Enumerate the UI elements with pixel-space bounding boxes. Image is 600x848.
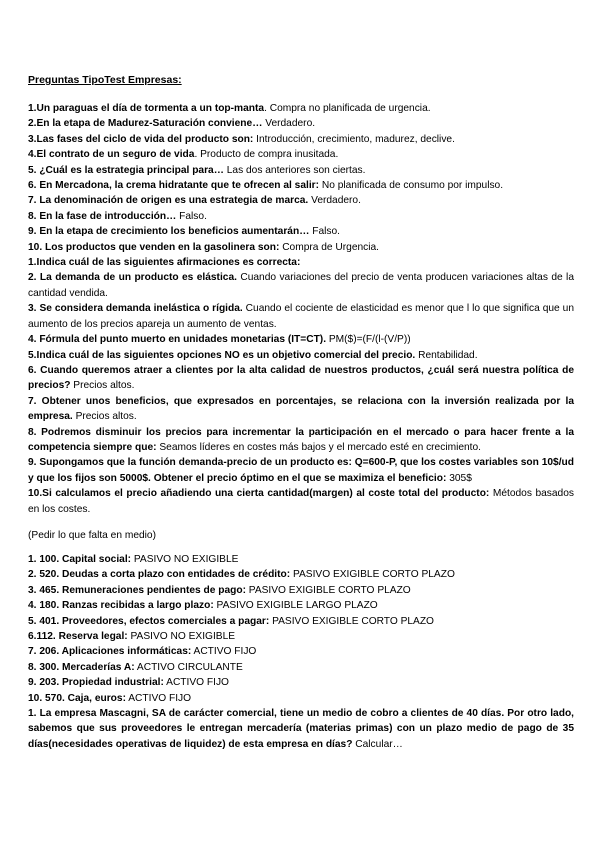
question-text: 8. En la fase de introducción… [28, 210, 177, 222]
answer-text: . Producto de compra inusitada. [194, 149, 339, 161]
question-text: 4. 180. Ranzas recibidas a largo plazo: [28, 600, 214, 612]
question-item [28, 240, 574, 255]
question-text: 2.En la etapa de Madurez-Saturación conviene… [28, 118, 263, 130]
answer-text: PASIVO EXIGIBLE CORTO PLAZO [245, 584, 411, 596]
question-text: 10. Los productos que venden en la gasolinera son: [28, 241, 280, 253]
question-text: 3. Se considera demanda inelástica o rígida. [28, 303, 243, 315]
question-text: 8. 300. Mercaderías A: [28, 661, 135, 673]
question-text: 2. 520. Deudas a corta plazo con entidades de crédito: [28, 569, 291, 581]
answer-text: Cuando variaciones del precio de venta producen variaciones altas de la cantidad vendida. [28, 272, 574, 299]
question-item [28, 270, 574, 301]
answer-text: PASIVO NO EXIGIBLE [131, 554, 239, 565]
question-item [28, 486, 574, 517]
question-item [28, 101, 574, 116]
section-note: (Pedir lo que falta en medio) [28, 530, 156, 541]
question-item [28, 706, 574, 752]
question-item [28, 348, 574, 363]
answer-text: ACTIVO FIJO [125, 692, 192, 704]
question-item [28, 178, 574, 193]
answer-text: Seamos líderes en costes más bajos y el mercado esté en crecimiento. [156, 441, 481, 453]
question-item [28, 132, 574, 147]
question-text: 5. ¿Cuál es la estrategia principal para… [28, 164, 224, 176]
question-item [28, 567, 574, 582]
answer-text: PASIVO EXIGIBLE CORTO PLAZO [269, 615, 434, 627]
question-item [28, 552, 574, 567]
answer-text: PASIVO EXIGIBLE LARGO PLAZO [213, 600, 378, 612]
answer-text: Verdadero. [262, 118, 316, 130]
question-item [28, 583, 574, 598]
question-item [28, 614, 574, 629]
question-text: 6. Cuando queremos atraer a clientes por la alta calidad de nuestros productos, ¿cuál será nuestra política de precios? [28, 364, 574, 392]
question-text: 3. 465. Remuneraciones pendientes de pago: [28, 584, 246, 596]
question-item [28, 193, 574, 208]
answer-text: ACTIVO FIJO [163, 677, 229, 689]
answer-text: Precios altos. [72, 411, 137, 423]
answer-text: Introducción, crecimiento, madurez, declive. [253, 133, 455, 145]
answer-text: Falso. [176, 210, 207, 222]
answer-text: Precios altos. [70, 380, 135, 392]
answer-text: No planificada de consumo por impulso. [319, 180, 504, 192]
questions-section-marketing [28, 101, 574, 517]
document-title: Preguntas TipoTest Empresas: [28, 74, 182, 86]
question-text: 9. Supongamos que la función demanda-precio de un producto es: Q=600-P, que los costes variables son 10$/ud y que los fijos son 5000$. Obtener el precio óptimo en el que se maximiza el beneficio: [28, 457, 574, 484]
question-text: 7. 206. Aplicaciones informáticas: [28, 646, 192, 658]
question-text: 3.Las fases del ciclo de vida del producto son: [28, 133, 254, 145]
question-item [28, 147, 574, 162]
answer-text: 305$ [446, 472, 472, 484]
question-text: 2. La demanda de un producto es elástica. [28, 272, 237, 284]
answer-text: PM($)=(F/(l-(V/P)) [326, 334, 411, 346]
question-text: 1. La empresa Mascagni, SA de carácter comercial, tiene un medio de cobro a clientes de 40 días. Por otro lado, sabemos que sus proveedores le entregan mercadería (materias primas) con un plazo medio de pago de 35 días(necesidades operativas de liquidez) de esta empresa en días? [28, 708, 574, 750]
questions-section-accounting [28, 552, 574, 752]
question-item [28, 332, 574, 347]
question-text: 1. 100. Capital social: [28, 554, 132, 565]
question-item [28, 301, 574, 332]
question-item [28, 363, 574, 394]
answer-text: PASIVO NO EXIGIBLE [127, 631, 236, 643]
question-item [28, 425, 574, 456]
answer-text: Las dos anteriores son ciertas. [223, 164, 366, 176]
question-item [28, 394, 574, 425]
answer-text: . Compra no planificada de urgencia. [264, 103, 431, 114]
question-item [28, 455, 574, 486]
question-item [28, 255, 574, 270]
question-item [28, 209, 574, 224]
question-item [28, 644, 574, 659]
answer-text: Calcular… [352, 738, 403, 750]
question-text: 5. 401. Proveedores, efectos comerciales a pagar: [28, 615, 270, 627]
question-text: 4. Fórmula del punto muerto en unidades monetarias (IT=CT). [28, 334, 327, 346]
answer-text: Métodos basados en los costes. [28, 488, 574, 515]
answer-text: Verdadero. [308, 195, 361, 207]
question-text: 6. En Mercadona, la crema hidratante que te ofrecen al salir: [28, 180, 320, 192]
answer-text: PASIVO EXIGIBLE CORTO PLAZO [290, 569, 455, 581]
question-item [28, 691, 574, 706]
question-text: 8. Podremos disminuir los precios para incrementar la participación en el mercado o para hacer frente a la competencia siempre que: [28, 426, 574, 453]
question-text: 10. 570. Caja, euros: [28, 692, 126, 704]
question-text: 9. 203. Propiedad industrial: [28, 677, 164, 689]
question-text: 1.Indica cuál de las siguientes afirmaciones es correcta: [28, 257, 301, 269]
question-item [28, 224, 574, 239]
question-text: 10.Si calculamos el precio añadiendo una cierta cantidad(margen) al coste total del producto: [28, 488, 490, 500]
question-item [28, 598, 574, 613]
answer-text: Rentabilidad. [415, 349, 478, 361]
answer-text: ACTIVO FIJO [191, 646, 257, 658]
question-text: 1.Un paraguas el día de tormenta a un top-manta [28, 103, 265, 114]
question-text: 4.El contrato de un seguro de vida [28, 149, 195, 161]
question-item [28, 116, 574, 131]
answer-text: ACTIVO CIRCULANTE [134, 661, 243, 673]
question-text: 7. La denominación de origen es una estrategia de marca. [28, 195, 309, 207]
question-text: 5.Indica cuál de las siguientes opciones NO es un objetivo comercial del precio. [28, 349, 416, 361]
question-item [28, 675, 574, 690]
question-item [28, 629, 574, 644]
answer-text: Compra de Urgencia. [279, 241, 380, 253]
question-item [28, 660, 574, 675]
answer-text: Cuando el cociente de elasticidad es menor que l lo que significa que un aumento de los precios apareja un aumento de ventas. [28, 303, 574, 330]
answer-text: Falso. [309, 226, 340, 238]
question-item [28, 163, 574, 178]
question-text: 7. Obtener unos beneficios, que expresados en porcentajes, se relaciona con la inversión realizada por la empresa. [28, 395, 574, 423]
question-text: 6.112. Reserva legal: [28, 631, 128, 643]
question-text: 9. En la etapa de crecimiento los beneficios aumentarán… [28, 226, 310, 238]
